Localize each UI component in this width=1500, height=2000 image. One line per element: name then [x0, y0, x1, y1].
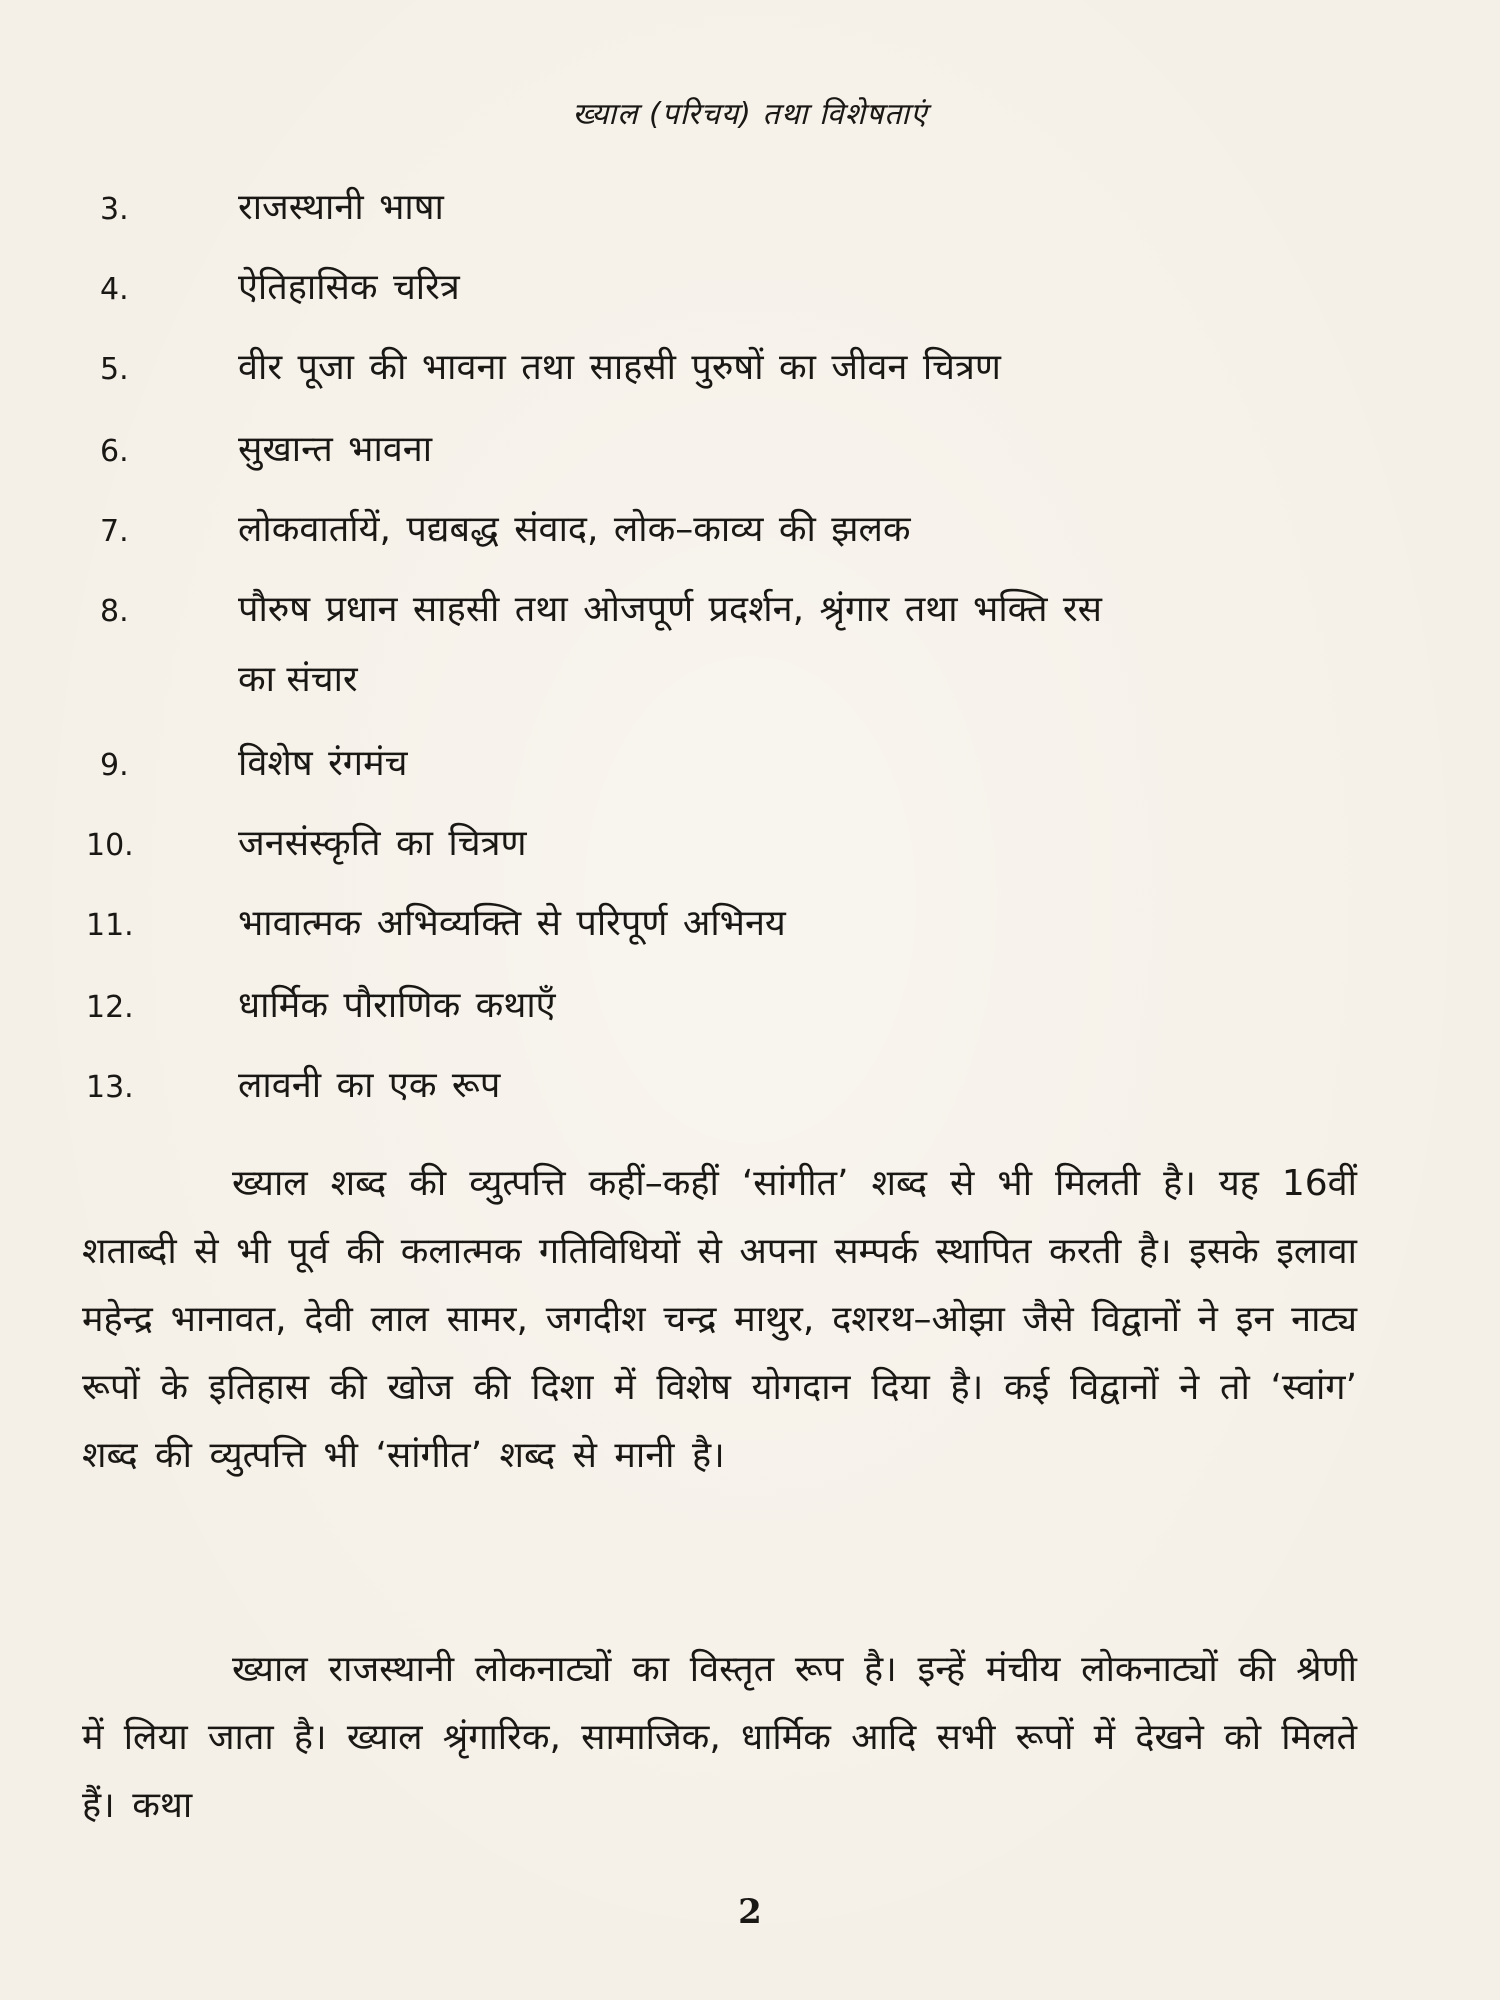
page-number: 2 — [738, 1892, 762, 1932]
list-item-text: विशेष रंगमंच — [238, 743, 408, 784]
list-item-number: 6. — [100, 434, 129, 469]
list-item-number: 4. — [100, 272, 129, 307]
list-item-number: 11. — [86, 908, 134, 943]
list-item-text: ऐतिहासिक चरित्र — [238, 267, 460, 308]
list-item-text: लोकवार्तायें, पद्यबद्ध संवाद, लोक–काव्य की झलक — [238, 509, 911, 550]
list-item-continuation: का संचार — [238, 659, 358, 700]
list-item-number: 10. — [86, 828, 134, 863]
list-item-number: 12. — [86, 990, 134, 1025]
list-item-number: 5. — [100, 352, 129, 387]
list-item-text: वीर पूजा की भावना तथा साहसी पुरुषों का जीवन चित्रण — [238, 347, 1001, 388]
list-item-number: 8. — [100, 594, 129, 629]
list-item-text: लावनी का एक रूप — [238, 1065, 501, 1106]
list-item-number: 9. — [100, 748, 129, 783]
list-item-number: 7. — [100, 514, 129, 549]
list-item-number: 3. — [100, 192, 129, 227]
running-header: ख्याल (परिचय) तथा विशेषताएं — [572, 97, 928, 132]
list-item-text: सुखान्त भावना — [238, 429, 433, 470]
list-item-text: भावात्मक अभिव्यक्ति से परिपूर्ण अभिनय — [238, 903, 786, 944]
body-paragraph: ख्याल राजस्थानी लोकनाट्यों का विस्तृत रूप है। इन्हें मंचीय लोकनाट्यों की श्रेणी में लिया जाता है। ख्याल श्रृंगारिक, सामाजिक, धार्मिक आदि सभी रूपों में देखने को मिलते हैं। कथा — [82, 1649, 1357, 1826]
list-item-text: पौरुष प्रधान साहसी तथा ओजपूर्ण प्रदर्शन, श्रृंगार तथा भक्ति रस — [238, 589, 1102, 630]
list-item-text: धार्मिक पौराणिक कथाएँ — [238, 985, 556, 1026]
list-item-number: 13. — [86, 1070, 134, 1105]
body-paragraph: ख्याल शब्द की व्युत्पत्ति कहीं–कहीं ‘सांगीत’ शब्द से भी मिलती है। यह 16वीं शताब्दी से भी पूर्व की कलात्मक गतिविधियों से अपना सम्पर्क स्थापित करती है। इसके इलावा महेन्द्र भानावत, देवी लाल सामर, जगदीश चन्द्र माथुर, दशरथ–ओझा जैसे विद्वानों ने इन नाट्य रूपों के इतिहास की खोज की दिशा में विशेष योगदान दिया है। कई विद्वानों ने तो ‘स्वांग’ शब्द की व्युत्पत्ति भी ‘सांगीत’ शब्द से मानी है। — [82, 1163, 1357, 1476]
list-item-text: राजस्थानी भाषा — [238, 187, 444, 228]
list-item-text: जनसंस्कृति का चित्रण — [238, 823, 527, 864]
